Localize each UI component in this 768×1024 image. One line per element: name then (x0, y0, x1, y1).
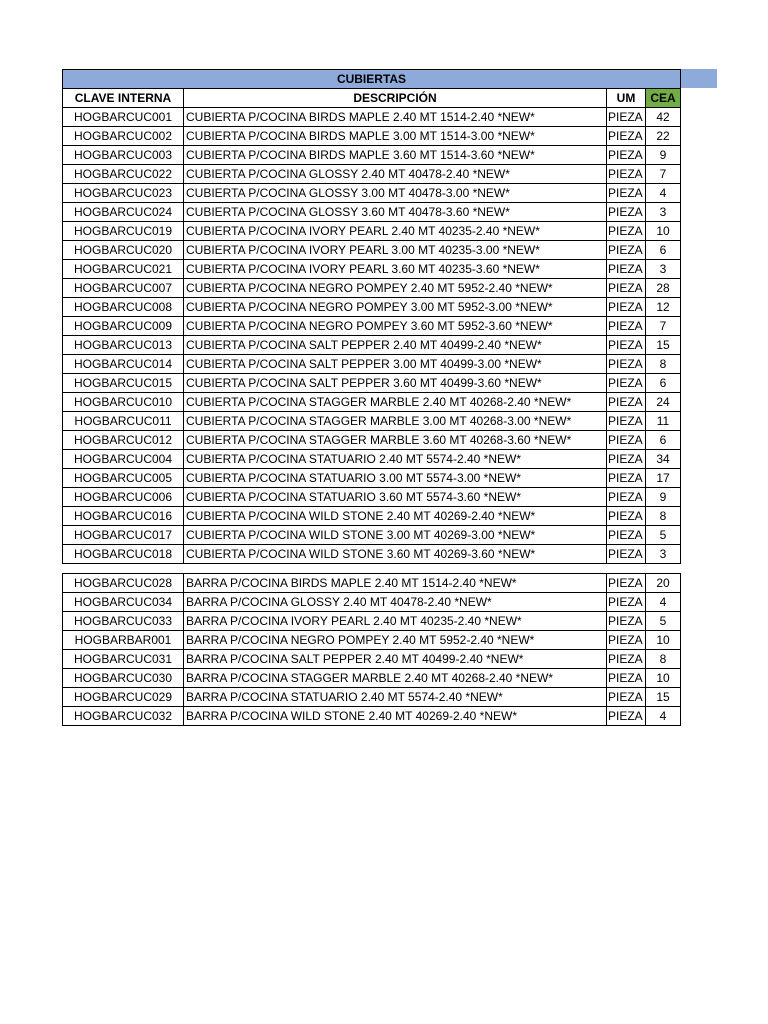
cell-clave: HOGBARCUC003 (63, 146, 184, 165)
cell-descripcion: CUBIERTA P/COCINA NEGRO POMPEY 2.40 MT 5952-2.40 *NEW* (184, 279, 607, 298)
cell-clave: HOGBARCUC002 (63, 127, 184, 146)
cell-clave: HOGBARCUC001 (63, 108, 184, 127)
cell-cea: 5 (646, 526, 681, 545)
cell-um: PIEZA (607, 631, 646, 650)
cell-clave: HOGBARCUC023 (63, 184, 184, 203)
table-row (63, 374, 681, 393)
cell-cea: 42 (646, 108, 681, 127)
cell-cea: 11 (646, 412, 681, 431)
cell-cea: 4 (646, 184, 681, 203)
cell-cea: 15 (646, 688, 681, 707)
table-row (63, 707, 681, 726)
cubiertas-body (63, 108, 681, 564)
cubiertas-table (62, 69, 681, 564)
cell-um: PIEZA (607, 526, 646, 545)
cell-descripcion: CUBIERTA P/COCINA STATUARIO 3.60 MT 5574-3.60 *NEW* (184, 488, 607, 507)
cell-clave: HOGBARCUC024 (63, 203, 184, 222)
barras-body (63, 574, 681, 726)
cell-cea: 10 (646, 631, 681, 650)
table-row (63, 412, 681, 431)
cell-descripcion: BARRA P/COCINA GLOSSY 2.40 MT 40478-2.40 *NEW* (184, 593, 607, 612)
cell-descripcion: CUBIERTA P/COCINA BIRDS MAPLE 3.00 MT 1514-3.00 *NEW* (184, 127, 607, 146)
table-row (63, 574, 681, 593)
cell-clave: HOGBARCUC009 (63, 317, 184, 336)
table-row (63, 108, 681, 127)
cell-descripcion: CUBIERTA P/COCINA IVORY PEARL 3.00 MT 40235-3.00 *NEW* (184, 241, 607, 260)
table-row (63, 450, 681, 469)
cell-cea: 12 (646, 298, 681, 317)
header-um: UM (607, 89, 646, 108)
cell-um: PIEZA (607, 298, 646, 317)
cell-clave: HOGBARCUC005 (63, 469, 184, 488)
table-row (63, 336, 681, 355)
header-descripcion: DESCRIPCIÓN (184, 89, 607, 108)
cell-clave: HOGBARCUC015 (63, 374, 184, 393)
table-row (63, 279, 681, 298)
cell-clave: HOGBARCUC012 (63, 431, 184, 450)
cell-descripcion: CUBIERTA P/COCINA BIRDS MAPLE 3.60 MT 1514-3.60 *NEW* (184, 146, 607, 165)
cell-um: PIEZA (607, 317, 646, 336)
cell-um: PIEZA (607, 146, 646, 165)
header-cea: CEA (646, 89, 681, 108)
table-row (63, 127, 681, 146)
cell-cea: 22 (646, 127, 681, 146)
cell-descripcion: CUBIERTA P/COCINA STAGGER MARBLE 3.60 MT 40268-3.60 *NEW* (184, 431, 607, 450)
cell-cea: 6 (646, 431, 681, 450)
table-row (63, 393, 681, 412)
cell-um: PIEZA (607, 707, 646, 726)
table-row (63, 203, 681, 222)
table-row (63, 317, 681, 336)
cell-descripcion: CUBIERTA P/COCINA SALT PEPPER 3.60 MT 40499-3.60 *NEW* (184, 374, 607, 393)
cell-descripcion: BARRA P/COCINA SALT PEPPER 2.40 MT 40499-2.40 *NEW* (184, 650, 607, 669)
cell-descripcion: CUBIERTA P/COCINA NEGRO POMPEY 3.60 MT 5952-3.60 *NEW* (184, 317, 607, 336)
cell-um: PIEZA (607, 260, 646, 279)
cell-um: PIEZA (607, 507, 646, 526)
cell-cea: 5 (646, 612, 681, 631)
cell-cea: 17 (646, 469, 681, 488)
table-row (63, 545, 681, 564)
cell-cea: 3 (646, 203, 681, 222)
cell-clave: HOGBARCUC017 (63, 526, 184, 545)
cell-descripcion: CUBIERTA P/COCINA WILD STONE 3.60 MT 40269-3.60 *NEW* (184, 545, 607, 564)
cell-cea: 20 (646, 574, 681, 593)
cell-cea: 4 (646, 593, 681, 612)
cell-um: PIEZA (607, 593, 646, 612)
cell-clave: HOGBARCUC018 (63, 545, 184, 564)
table-row (63, 526, 681, 545)
table-row (63, 593, 681, 612)
cell-um: PIEZA (607, 127, 646, 146)
cell-cea: 34 (646, 450, 681, 469)
header-row (63, 89, 681, 108)
cell-cea: 6 (646, 241, 681, 260)
table-row (63, 260, 681, 279)
cell-um: PIEZA (607, 393, 646, 412)
cell-um: PIEZA (607, 374, 646, 393)
cell-descripcion: CUBIERTA P/COCINA BIRDS MAPLE 2.40 MT 1514-2.40 *NEW* (184, 108, 607, 127)
table-row (63, 650, 681, 669)
cell-um: PIEZA (607, 355, 646, 374)
cell-descripcion: BARRA P/COCINA IVORY PEARL 2.40 MT 40235-2.40 *NEW* (184, 612, 607, 631)
cell-clave: HOGBARCUC008 (63, 298, 184, 317)
cell-descripcion: CUBIERTA P/COCINA STAGGER MARBLE 2.40 MT 40268-2.40 *NEW* (184, 393, 607, 412)
cell-cea: 3 (646, 545, 681, 564)
cell-clave: HOGBARCUC020 (63, 241, 184, 260)
table-row (63, 431, 681, 450)
cell-um: PIEZA (607, 431, 646, 450)
cell-descripcion: BARRA P/COCINA STATUARIO 2.40 MT 5574-2.40 *NEW* (184, 688, 607, 707)
cell-um: PIEZA (607, 165, 646, 184)
cell-cea: 3 (646, 260, 681, 279)
table-row (63, 669, 681, 688)
cell-cea: 28 (646, 279, 681, 298)
cell-clave: HOGBARCUC007 (63, 279, 184, 298)
table-title-row (63, 70, 681, 89)
table-row (63, 146, 681, 165)
table-row (63, 241, 681, 260)
table-row (63, 488, 681, 507)
cell-descripcion: BARRA P/COCINA STAGGER MARBLE 2.40 MT 40268-2.40 *NEW* (184, 669, 607, 688)
cell-cea: 10 (646, 669, 681, 688)
cell-descripcion: BARRA P/COCINA BIRDS MAPLE 2.40 MT 1514-2.40 *NEW* (184, 574, 607, 593)
cell-clave: HOGBARCUC014 (63, 355, 184, 374)
cell-cea: 15 (646, 336, 681, 355)
cell-clave: HOGBARCUC010 (63, 393, 184, 412)
cell-cea: 10 (646, 222, 681, 241)
cell-clave: HOGBARCUC028 (63, 574, 184, 593)
cell-clave: HOGBARCUC019 (63, 222, 184, 241)
cell-clave: HOGBARCUC016 (63, 507, 184, 526)
table-row (63, 469, 681, 488)
cell-clave: HOGBARCUC022 (63, 165, 184, 184)
cell-um: PIEZA (607, 450, 646, 469)
cell-um: PIEZA (607, 574, 646, 593)
cell-descripcion: CUBIERTA P/COCINA STATUARIO 2.40 MT 5574-2.40 *NEW* (184, 450, 607, 469)
cell-um: PIEZA (607, 612, 646, 631)
table-row (63, 298, 681, 317)
cell-descripcion: CUBIERTA P/COCINA STATUARIO 3.00 MT 5574-3.00 *NEW* (184, 469, 607, 488)
cell-descripcion: CUBIERTA P/COCINA SALT PEPPER 3.00 MT 40499-3.00 *NEW* (184, 355, 607, 374)
cell-um: PIEZA (607, 488, 646, 507)
table-row (63, 165, 681, 184)
cell-cea: 7 (646, 165, 681, 184)
cell-um: PIEZA (607, 203, 646, 222)
table-title: CUBIERTAS (63, 70, 681, 89)
cell-um: PIEZA (607, 222, 646, 241)
cell-clave: HOGBARCUC031 (63, 650, 184, 669)
cell-descripcion: BARRA P/COCINA WILD STONE 2.40 MT 40269-2.40 *NEW* (184, 707, 607, 726)
cell-clave: HOGBARCUC013 (63, 336, 184, 355)
cell-cea: 8 (646, 355, 681, 374)
cell-um: PIEZA (607, 469, 646, 488)
cell-descripcion: BARRA P/COCINA NEGRO POMPEY 2.40 MT 5952-2.40 *NEW* (184, 631, 607, 650)
cell-um: PIEZA (607, 184, 646, 203)
barras-table (62, 573, 681, 726)
cell-um: PIEZA (607, 241, 646, 260)
cell-um: PIEZA (607, 279, 646, 298)
cell-clave: HOGBARCUC030 (63, 669, 184, 688)
cell-descripcion: CUBIERTA P/COCINA GLOSSY 2.40 MT 40478-2.40 *NEW* (184, 165, 607, 184)
cell-cea: 9 (646, 488, 681, 507)
table-row (63, 631, 681, 650)
cell-descripcion: CUBIERTA P/COCINA NEGRO POMPEY 3.00 MT 5952-3.00 *NEW* (184, 298, 607, 317)
table-row (63, 184, 681, 203)
table-row (63, 222, 681, 241)
cell-descripcion: CUBIERTA P/COCINA GLOSSY 3.00 MT 40478-3.00 *NEW* (184, 184, 607, 203)
cell-um: PIEZA (607, 412, 646, 431)
cell-clave: HOGBARBAR001 (63, 631, 184, 650)
spreadsheet (62, 69, 681, 726)
table-row (63, 507, 681, 526)
cell-clave: HOGBARCUC033 (63, 612, 184, 631)
cell-descripcion: CUBIERTA P/COCINA SALT PEPPER 2.40 MT 40499-2.40 *NEW* (184, 336, 607, 355)
cell-clave: HOGBARCUC006 (63, 488, 184, 507)
cell-clave: HOGBARCUC032 (63, 707, 184, 726)
cell-cea: 9 (646, 146, 681, 165)
cell-descripcion: CUBIERTA P/COCINA WILD STONE 3.00 MT 40269-3.00 *NEW* (184, 526, 607, 545)
cell-clave: HOGBARCUC011 (63, 412, 184, 431)
cell-um: PIEZA (607, 336, 646, 355)
cell-clave: HOGBARCUC029 (63, 688, 184, 707)
header-clave-interna: CLAVE INTERNA (63, 89, 184, 108)
cell-descripcion: CUBIERTA P/COCINA GLOSSY 3.60 MT 40478-3.60 *NEW* (184, 203, 607, 222)
cell-descripcion: CUBIERTA P/COCINA IVORY PEARL 2.40 MT 40235-2.40 *NEW* (184, 222, 607, 241)
cell-cea: 24 (646, 393, 681, 412)
cell-cea: 8 (646, 650, 681, 669)
cell-descripcion: CUBIERTA P/COCINA STAGGER MARBLE 3.00 MT 40268-3.00 *NEW* (184, 412, 607, 431)
cell-clave: HOGBARCUC021 (63, 260, 184, 279)
cell-clave: HOGBARCUC034 (63, 593, 184, 612)
cell-cea: 6 (646, 374, 681, 393)
cell-um: PIEZA (607, 650, 646, 669)
cell-um: PIEZA (607, 545, 646, 564)
cell-um: PIEZA (607, 669, 646, 688)
cell-descripcion: CUBIERTA P/COCINA IVORY PEARL 3.60 MT 40235-3.60 *NEW* (184, 260, 607, 279)
cell-um: PIEZA (607, 688, 646, 707)
cell-clave: HOGBARCUC004 (63, 450, 184, 469)
cell-cea: 4 (646, 707, 681, 726)
cell-um: PIEZA (607, 108, 646, 127)
table-row (63, 612, 681, 631)
table-row (63, 688, 681, 707)
cell-cea: 8 (646, 507, 681, 526)
cell-descripcion: CUBIERTA P/COCINA WILD STONE 2.40 MT 40269-2.40 *NEW* (184, 507, 607, 526)
table-row (63, 355, 681, 374)
cell-cea: 7 (646, 317, 681, 336)
